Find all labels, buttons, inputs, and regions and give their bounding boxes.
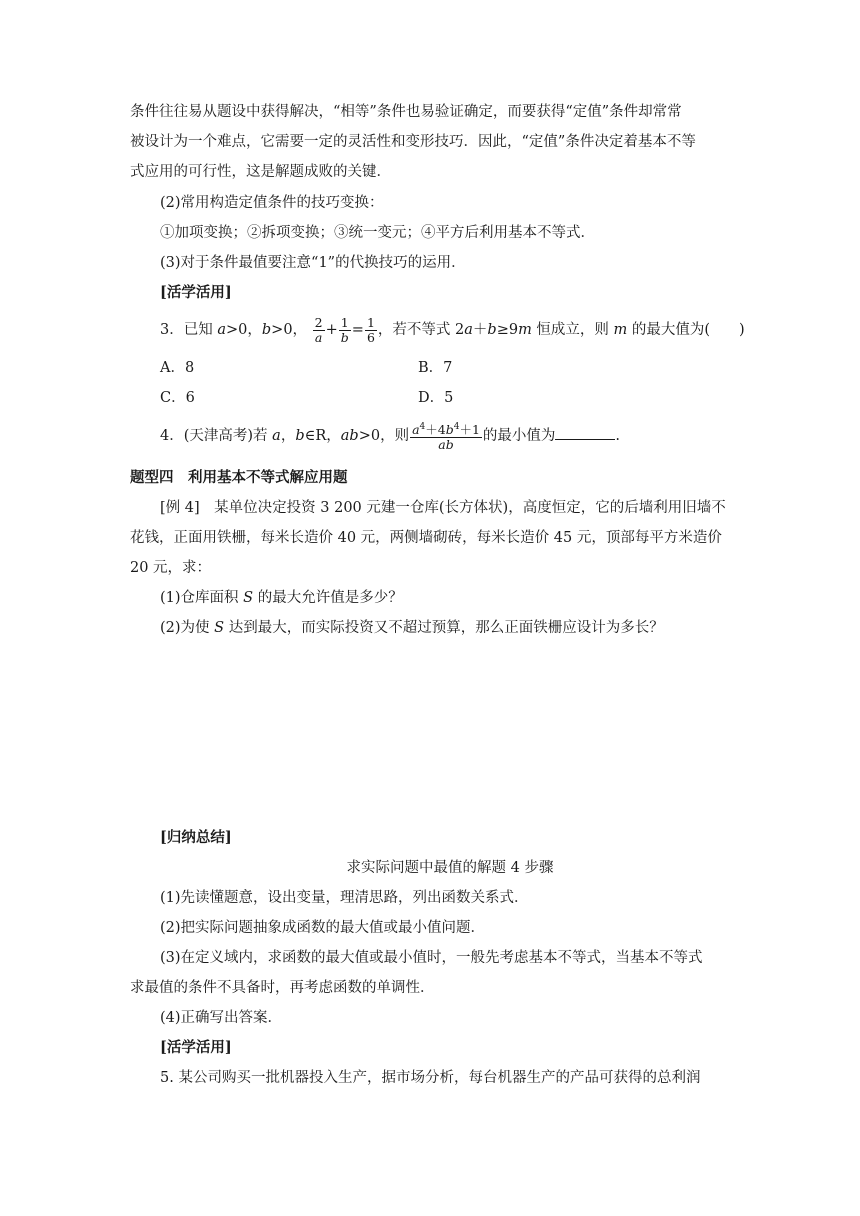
q3-fraction-1: $\frac{2}{a}$ <box>314 314 323 345</box>
q3-var-b: b <box>261 322 272 338</box>
summary-step-3a: (3)在定义域内，求函数的最大值或最小值时，一般先考虑基本不等式，当基本不等式 <box>160 950 703 966</box>
option-d: D．5 <box>418 390 454 406</box>
option-a: A．8 <box>160 360 195 376</box>
q4-end: . <box>615 428 621 444</box>
q3-ge9: ≥9 <box>496 322 519 338</box>
q4-fraction-denominator: ab <box>438 437 454 453</box>
q3-gt0-b: >0， <box>271 322 308 338</box>
example-4-question-2: (2)为使 S 达到最大，而实际投资又不超过预算，那么正面铁栅应设计为多长？ <box>160 620 664 636</box>
q3-equals: = <box>351 322 364 338</box>
q3-plus-2: ＋ <box>472 322 488 338</box>
example-4-line-3: 20 元，求： <box>130 560 212 576</box>
q3-var-a2: a <box>464 322 473 338</box>
example-4-line-1: [例 4] 某单位决定投资 3 200 元建一仓库(长方体状)，高度恒定，它的后墙利用旧墙不 <box>160 500 726 516</box>
option-b: B．7 <box>418 360 453 376</box>
q3-var-b2: b <box>487 322 497 338</box>
q4-var-ab: ab <box>340 428 359 444</box>
intro-line-3: 式应用的可行性，这是解题成败的关键． <box>130 164 391 180</box>
practice-heading-2: [活学活用] <box>160 1039 232 1056</box>
summary-step-2: (2)把实际问题抽象成函数的最大值或最小值问题． <box>160 920 486 936</box>
summary-step-3b: 求最值的条件不具备时，再考虑函数的单调性． <box>130 980 435 996</box>
question-3 <box>160 312 745 348</box>
q3-suffix-3: 的最大值为( ) <box>627 322 745 338</box>
question-4 <box>160 418 620 454</box>
example-4-line-2: 花钱，正面用铁栅，每米长造价 40 元，两侧墙砌砖，每米长造价 45 元，顶部每平方米造价 <box>130 530 722 546</box>
example-4-question-1: (1)仓库面积 S 的最大允许值是多少？ <box>160 590 403 606</box>
section-4-title: 题型四 利用基本不等式解应用题 <box>130 469 348 486</box>
intro-line-1: 条件往往易从题设中获得解决，“相等”条件也易验证确定，而要获得“定值”条件却常常 <box>130 104 682 120</box>
q3-fraction-3: $\frac{1}{6}$ <box>366 314 375 345</box>
intro-line-2: 被设计为一个难点，它需要一定的灵活性和变形技巧．因此，“定值”条件决定着基本不等 <box>130 134 696 150</box>
summary-title: 求实际问题中最值的解题 4 步骤 <box>346 860 554 876</box>
q4-var-b: b <box>295 428 305 444</box>
q3-var-a: a <box>217 322 226 338</box>
option-c: C．6 <box>160 390 195 406</box>
q3-suffix-2: 恒成立，则 <box>531 322 614 338</box>
q3-gt0-a: >0， <box>226 322 262 338</box>
q4-fraction <box>410 420 482 452</box>
q4-answer-blank[interactable] <box>555 425 615 440</box>
q3-var-m: m <box>518 322 532 338</box>
intro-line-6: (3)对于条件最值要注意“1”的代换技巧的运用． <box>160 255 466 271</box>
q3-suffix-1: ，若不等式 2 <box>377 322 465 338</box>
q4-var-a: a <box>272 428 281 444</box>
q4-fraction-numerator: $a^4+4b^4+1$ <box>412 421 480 438</box>
q4-gt0: >0，则 <box>358 428 410 444</box>
summary-step-1: (1)先读懂题意，设出变量，理清思路，列出函数关系式． <box>160 890 529 906</box>
q4-in-r: ∈R， <box>304 428 341 444</box>
q3-plus: + <box>325 322 338 338</box>
summary-heading: [归纳总结] <box>160 829 232 846</box>
q4-comma: ， <box>280 428 296 444</box>
q3-fraction-2: $\frac{1}{b}$ <box>340 314 349 345</box>
question-5: 5. 某公司购买一批机器投入生产，据市场分析，每台机器生产的产品可获得的总利润 <box>160 1070 701 1086</box>
summary-step-4: (4)正确写出答案． <box>160 1010 283 1026</box>
q4-suffix: 的最小值为 <box>482 428 556 444</box>
q4-prefix: 4．(天津高考)若 <box>160 428 273 444</box>
practice-heading-1: [活学活用] <box>160 284 232 301</box>
intro-line-4: (2)常用构造定值条件的技巧变换： <box>160 195 384 211</box>
q3-prefix: 3．已知 <box>160 322 218 338</box>
q3-var-m2: m <box>613 322 628 338</box>
intro-line-5: ①加项变换；②拆项变换；③统一变元；④平方后利用基本不等式． <box>160 225 595 241</box>
